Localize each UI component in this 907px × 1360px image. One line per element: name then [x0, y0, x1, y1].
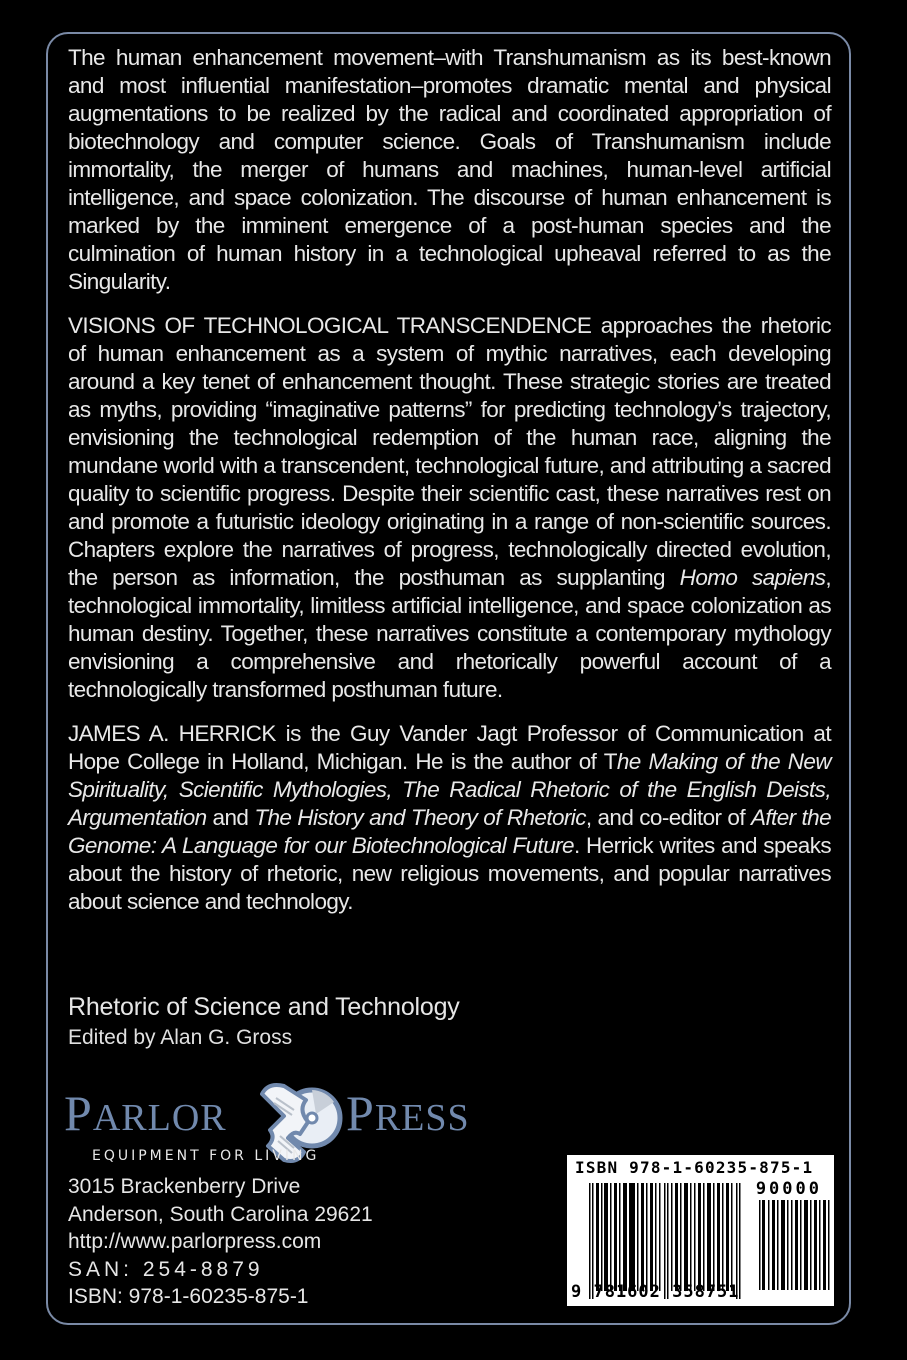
- isbn-barcode: [567, 1155, 834, 1306]
- author-bio: JAMES A. HERRICK is the Guy Vander Jagt Professor of Communication at Hope College in Holland, Michigan. He is the author of The Making of the New Spirituality, Scientific Mythologies, The Radical Rhetoric of the English Deists, Argumentation and The History and Theory of Rhetoric, and co-editor of After the Genome: A Language for our Biotechnological Future. Herrick writes and speaks about the history of rhetoric, new religious movements, and popular narratives about science and technology.: [68, 721, 832, 914]
- address-street: 3015 Brackenberry Drive: [68, 1175, 301, 1198]
- logo-word-press: PRESS: [346, 1085, 470, 1141]
- publisher-contact: [68, 1173, 373, 1311]
- publisher-san: SAN: 254-8879: [68, 1257, 264, 1281]
- address-city: Anderson, South Carolina 29621: [68, 1202, 373, 1226]
- logo-word-parlor: PARLOR: [64, 1085, 227, 1141]
- book-isbn: ISBN: 978-1-60235-875-1: [68, 1285, 309, 1308]
- blurb-paragraph-intro: The human enhancement movement–with Transhumanism as its best-known and most influential manifestation–promotes dramatic mental and physical augmentations to be realized by the radical and coordinated appropriation of biotechnology and computer science. Goals of Transhumanism include immortality, the merger of humans and machines, human-level artificial intelligence, and space colonization. The discourse of human enhancement is marked by the imminent emergence of a post-human species and the culmination of human history in a technological upheaval referred to as the Singularity.: [68, 45, 831, 294]
- price-addon-bars: [759, 1200, 831, 1290]
- barcode-price-code: 90000: [755, 1179, 822, 1199]
- barcode-ean-digits: 9 781602 358751: [571, 1282, 740, 1302]
- publisher-website: http://www.parlorpress.com: [68, 1230, 322, 1253]
- back-cover-blurb: [68, 44, 831, 916]
- series-editor: Edited by Alan G. Gross: [68, 1026, 293, 1049]
- publisher-logo: [64, 1078, 484, 1170]
- barcode-isbn-label: ISBN 978-1-60235-875-1: [575, 1158, 814, 1177]
- blurb-paragraph-summary: VISIONS OF TECHNOLOGICAL TRANSCENDENCE approaches the rhetoric of human enhancement as a system of mythic narratives, each developing around a key tenet of enhancement thought. These strategic stories are treated as myths, providing “imaginative patterns” for predicting technology’s trajectory, envisioning the technological redemption of the human race, aligning the mundane world with a transcendent, technological future, and attributing a sacred quality to scientific progress. Despite their scientific cast, these narratives rest on and promote a futuristic ideology originating in a range of non-scientific sources. Chapters explore the narratives of progress, technologically directed evolution, the person as information, the posthuman as supplanting Homo sapiens, technological immortality, limitless artificial intelligence, and space colonization as human destiny. Together, these narratives constitute a contemporary mythology envisioning a comprehensive and rhetorically powerful account of a technologically transformed posthuman future.: [68, 313, 832, 702]
- publisher-tagline: EQUIPMENT FOR LIVING: [92, 1148, 320, 1164]
- series-title: Rhetoric of Science and Technology: [68, 993, 460, 1021]
